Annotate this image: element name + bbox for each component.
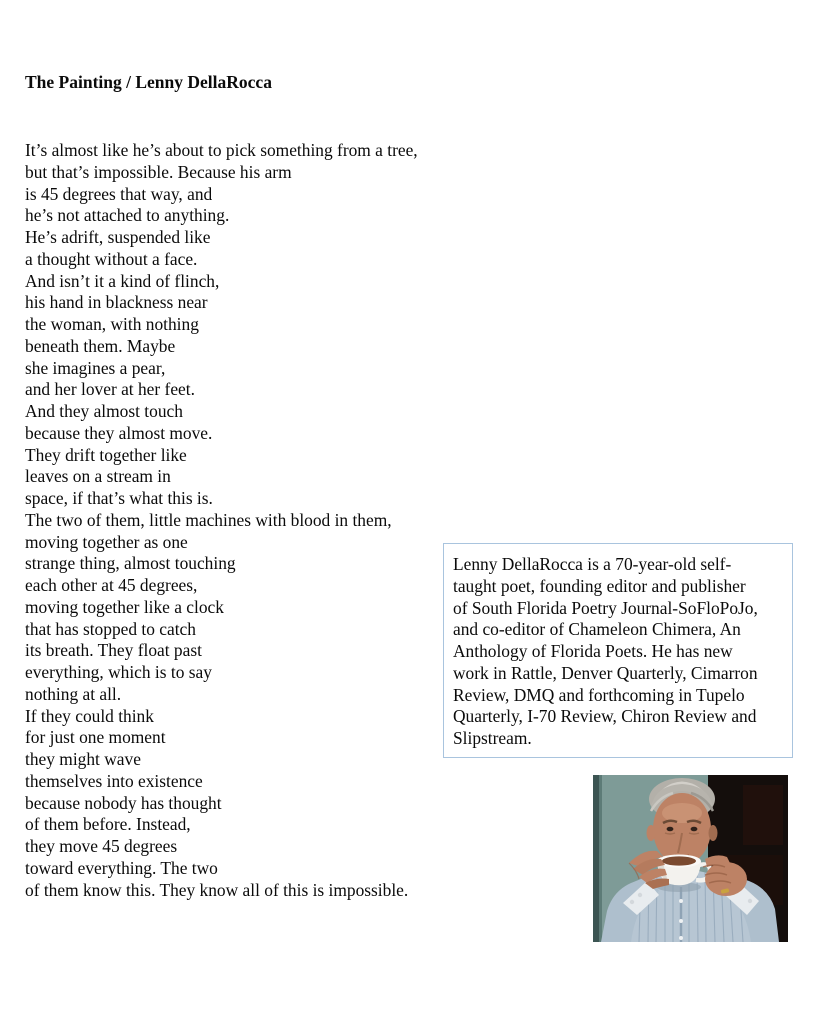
- bio-line: Slipstream.: [453, 728, 532, 748]
- poem-line: And they almost touch: [25, 401, 183, 421]
- poem-line: And isn’t it a kind of flinch,: [25, 270, 220, 291]
- bio-line: work in Rattle, Denver Quarterly, Cimarron: [453, 662, 758, 683]
- bio-line: taught poet, founding editor and publisher: [453, 575, 746, 596]
- poem-body: [25, 140, 418, 901]
- poem-line: of them before. Instead,: [25, 814, 191, 835]
- author-photo-illustration: [593, 775, 788, 942]
- bio-line: and co-editor of Chameleon Chimera, An: [453, 619, 741, 640]
- poem-line: he’s not attached to anything.: [25, 205, 230, 226]
- poem-line: If they could think: [25, 705, 154, 726]
- poem-line: is 45 degrees that way, and: [25, 183, 213, 204]
- poem-line: for just one moment: [25, 727, 166, 748]
- poem-line: They drift together like: [25, 444, 187, 465]
- poem-line: nothing at all.: [25, 683, 122, 704]
- poem-line: The two of them, little machines with blood in them,: [25, 509, 392, 530]
- poem-line: beneath them. Maybe: [25, 335, 176, 356]
- poem-line: they might wave: [25, 749, 141, 769]
- author-photo: [593, 775, 788, 942]
- poem-line: because they almost move.: [25, 422, 213, 443]
- bio-line: Anthology of Florida Poets. He has new: [453, 641, 733, 661]
- poem-line: his hand in blackness near: [25, 292, 208, 313]
- poem-line: strange thing, almost touching: [25, 553, 236, 574]
- poem-title: The Painting / Lenny DellaRocca: [25, 72, 272, 92]
- bio-line: Review, DMQ and forthcoming in Tupelo: [453, 684, 745, 705]
- poem-line: that has stopped to catch: [25, 618, 196, 639]
- poem-line: a thought without a face.: [25, 248, 198, 269]
- poem-line: of them know this. They know all of this is impossible.: [25, 879, 409, 900]
- author-bio-box: [443, 543, 793, 758]
- poem-line: they move 45 degrees: [25, 836, 178, 856]
- poem-line: its breath. They float past: [25, 640, 202, 661]
- poem-line: but that’s impossible. Because his arm: [25, 161, 292, 182]
- poem-line: and her lover at her feet.: [25, 379, 195, 400]
- poem-line: everything, which is to say: [25, 662, 212, 682]
- poem-line: each other at 45 degrees,: [25, 575, 198, 595]
- bio-line: of South Florida Poetry Journal-SoFloPoJo,: [453, 597, 758, 618]
- poem-line: because nobody has thought: [25, 792, 222, 813]
- poem-line: He’s adrift, suspended like: [25, 227, 211, 247]
- poem-line: toward everything. The two: [25, 857, 218, 878]
- poem-line: the woman, with nothing: [25, 314, 199, 334]
- bio-line: Quarterly, I-70 Review, Chiron Review and: [453, 706, 757, 727]
- bio-line: Lenny DellaRocca is a 70-year-old self-: [453, 554, 732, 574]
- poem-line: themselves into existence: [25, 770, 203, 791]
- poem-line: leaves on a stream in: [25, 466, 171, 487]
- poem-line: moving together as one: [25, 531, 188, 552]
- poem-line: It’s almost like he’s about to pick something from a tree,: [25, 140, 418, 160]
- poem-line: she imagines a pear,: [25, 357, 166, 378]
- poem-line: moving together like a clock: [25, 596, 224, 617]
- author-bio-text: [453, 554, 786, 750]
- poem-line: space, if that’s what this is.: [25, 488, 213, 508]
